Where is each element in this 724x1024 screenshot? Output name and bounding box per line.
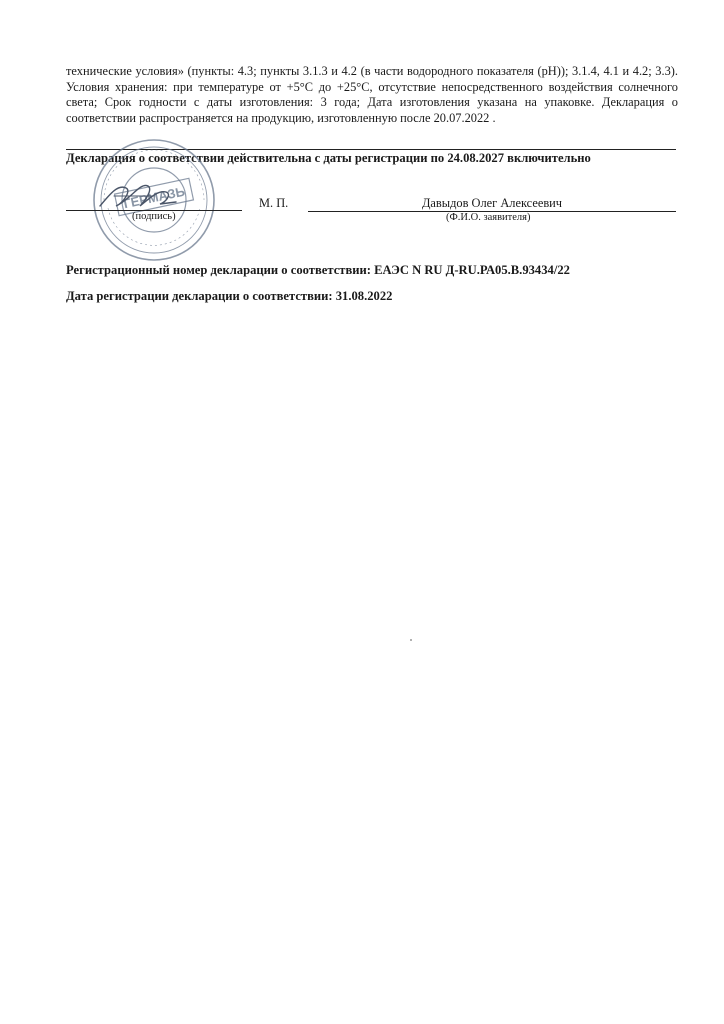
seal-text: ГЕРМАЗЬ <box>122 183 187 212</box>
scan-speck <box>410 639 412 641</box>
signature-caption: (подпись) <box>132 211 176 222</box>
applicant-name: Давыдов Олег Алексеевич <box>421 196 563 210</box>
conditions-paragraph: технические условия» (пункты: 4.3; пункты 3.1.3 и 4.2 (в части водородного показателя (pH)); 3.1.4, 4.1 и 4.2; 3.3). Условия хранения: при температуре от +5°С до +25°С, отсутствие непосредственного воздействия солнечного света; Срок годности с даты изготовления: 3 года; Дата изготовления указана на упаковке. Декларация о соответствии распространяется на продукцию, изготовленную после 20.07.2022 . <box>66 64 678 125</box>
seal-label: М. П. <box>259 196 289 210</box>
registration-date: Дата регистрации декларации о соответствии: 31.08.2022 <box>66 289 393 303</box>
applicant-caption: (Ф.И.О. заявителя) <box>446 212 531 223</box>
validity-statement: Декларация о соответствии действительна с даты регистрации по 24.08.2027 включительно <box>66 151 591 165</box>
registration-number: Регистрационный номер декларации о соответствии: ЕАЭС N RU Д-RU.РА05.В.93434/22 <box>66 263 570 277</box>
